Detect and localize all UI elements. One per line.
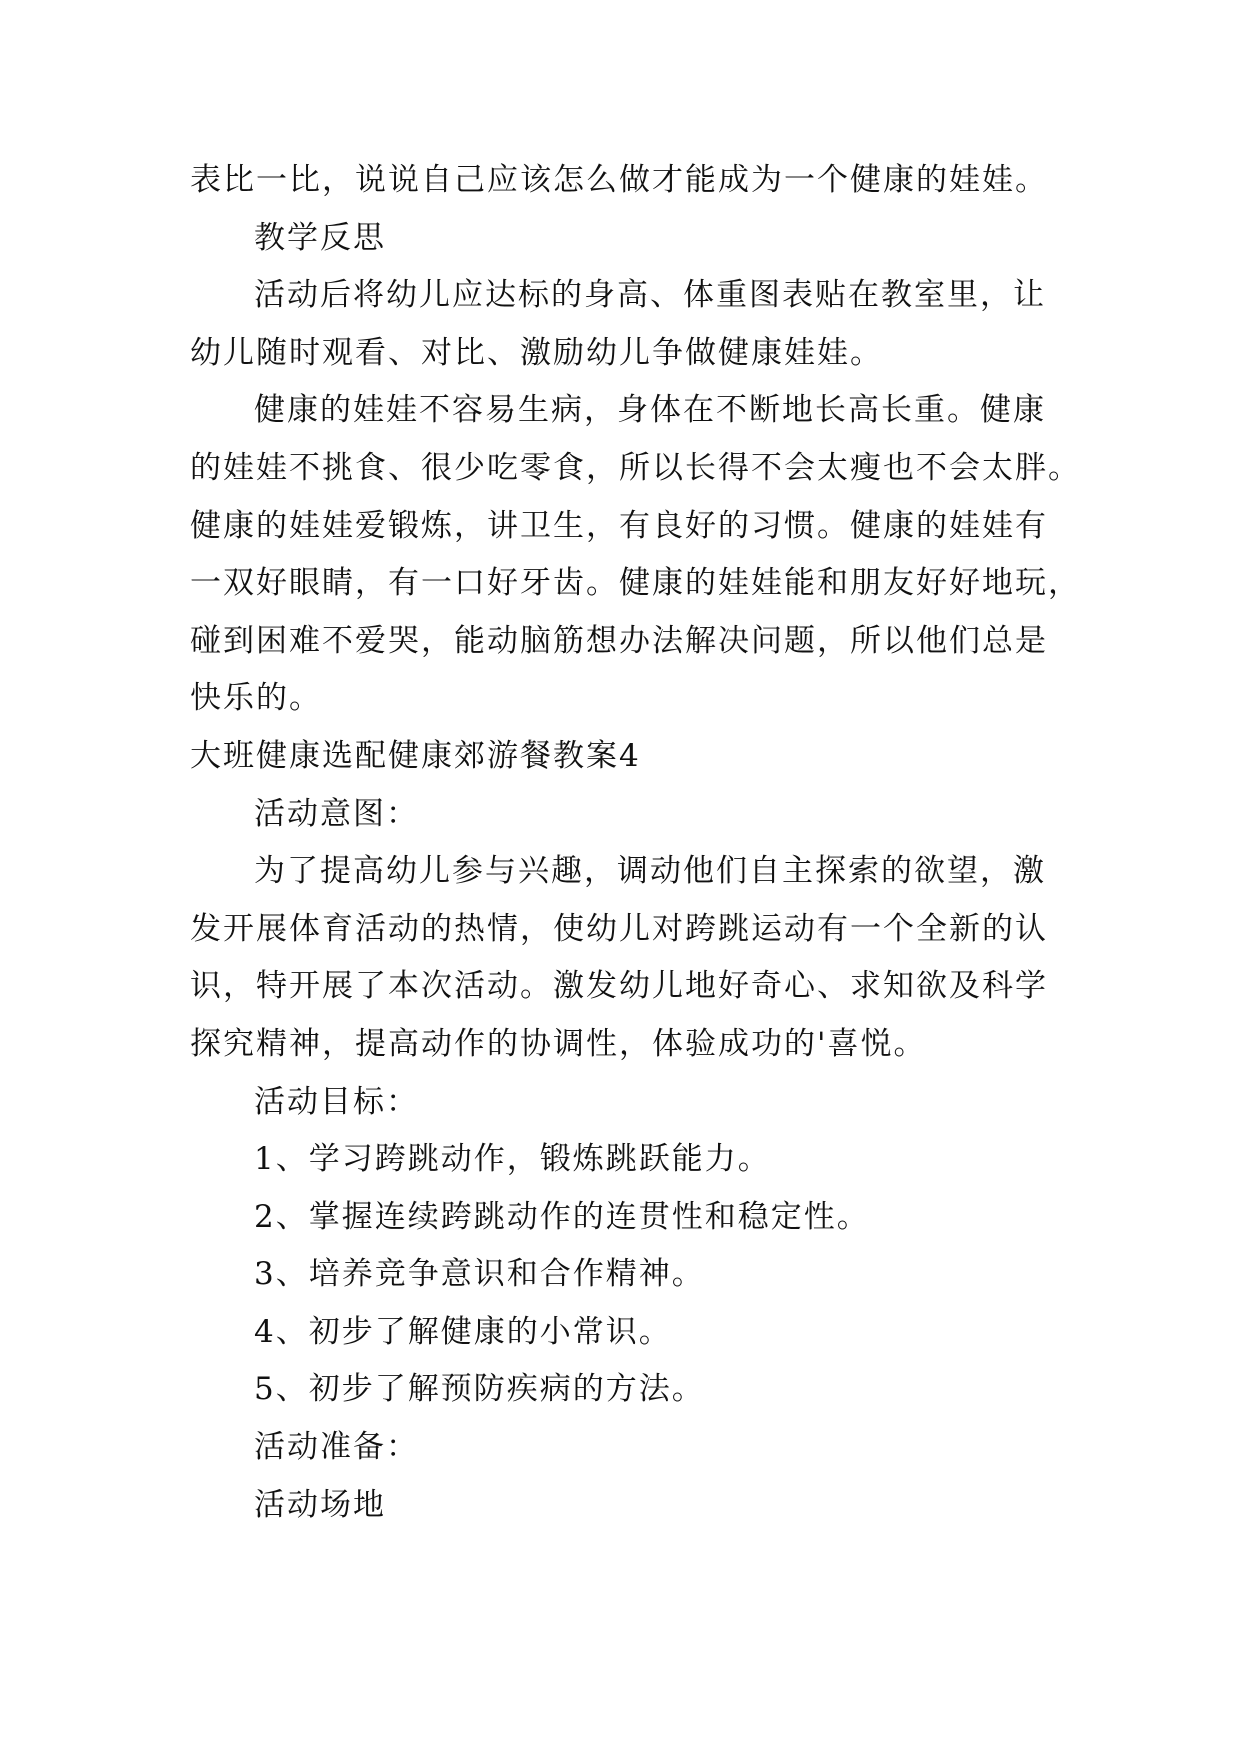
section-heading-activity-preparation: 活动准备： <box>254 1429 419 1466</box>
text-line: 幼儿随时观看、对比、激励幼儿争做健康娃娃。 <box>190 334 883 371</box>
section-heading-teaching-reflection: 教学反思 <box>254 219 386 256</box>
text-line: 表比一比，说说自己应该怎么做才能成为一个健康的娃娃。 <box>190 162 1048 198</box>
section-heading-activity-goals: 活动目标： <box>254 1083 419 1120</box>
text-line: 探究精神，提高动作的协调性，体验成功的'喜悦。 <box>190 1025 927 1062</box>
text-line: 发开展体育活动的热情，使幼儿对跨跳运动有一个全新的认 <box>190 910 1048 947</box>
text-line: 快乐的。 <box>190 680 322 717</box>
lesson-plan-title: 大班健康选配健康郊游餐教案4 <box>190 737 641 774</box>
text-line: 一双好眼睛，有一口好牙齿。健康的娃娃能和朋友好好地玩， <box>190 565 1081 602</box>
text-line: 健康的娃娃不容易生病，身体在不断地长高长重。健康 <box>254 392 1046 429</box>
text-line: 活动后将幼儿应达标的身高、体重图表贴在教室里，让 <box>254 277 1046 314</box>
text-line: 识，特开展了本次活动。激发幼儿地好奇心、求知欲及科学 <box>190 968 1048 1005</box>
goal-item: 3、培养竞争意识和合作精神。 <box>254 1256 705 1293</box>
section-heading-activity-intent: 活动意图： <box>254 795 419 832</box>
goal-item: 4、初步了解健康的小常识。 <box>254 1313 672 1350</box>
document-body <box>190 152 1081 1534</box>
goal-item: 2、掌握连续跨跳动作的连贯性和稳定性。 <box>254 1198 870 1235</box>
text-line: 碰到困难不爱哭，能动脑筋想办法解决问题，所以他们总是 <box>190 622 1048 659</box>
text-line: 的娃娃不挑食、很少吃零食，所以长得不会太瘦也不会太胖。 <box>190 449 1081 486</box>
goal-item: 1、学习跨跳动作，锻炼跳跃能力。 <box>254 1141 771 1178</box>
text-line: 健康的娃娃爱锻炼，讲卫生，有良好的习惯。健康的娃娃有 <box>190 507 1048 544</box>
text-line: 活动场地 <box>254 1486 386 1523</box>
goal-item: 5、初步了解预防疾病的方法。 <box>254 1371 705 1408</box>
text-line: 为了提高幼儿参与兴趣，调动他们自主探索的欲望，激 <box>254 853 1046 890</box>
